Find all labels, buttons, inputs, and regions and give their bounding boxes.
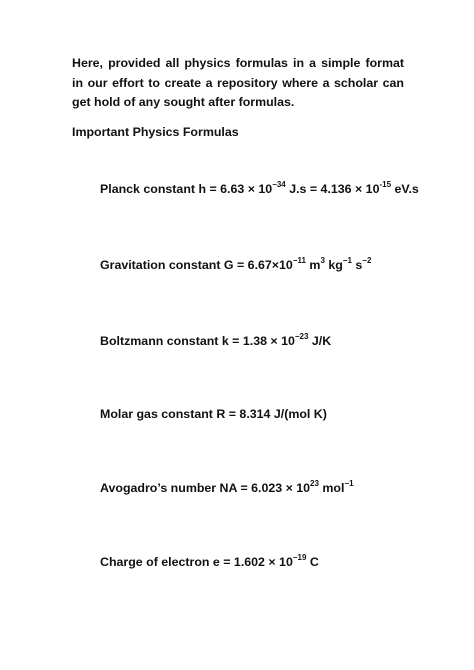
formula-text: Charge of electron e = 1.602 × 10: [100, 555, 293, 569]
formula-text: Molar gas constant R = 8.314 J/(mol K): [100, 407, 327, 421]
formula-exponent: −23: [294, 331, 309, 341]
formula-text: mol: [318, 481, 345, 495]
formula-text: s: [351, 258, 363, 272]
intro-paragraph: Here, provided all physics formulas in a simple format in our effort to create a repository where a scholar can get hold of any sought after formulas.: [72, 56, 404, 109]
formula-exponent: −11: [292, 255, 306, 265]
formula-electron-charge: [100, 554, 319, 570]
formula-exponent: 3: [320, 255, 325, 265]
formula-exponent: −34: [272, 179, 286, 189]
section-heading: Important Physics Formulas: [72, 125, 239, 139]
formula-planck-constant: [100, 181, 419, 197]
formula-text: Boltzmann constant k = 1.38 × 10: [100, 334, 295, 348]
formula-text: J/K: [308, 334, 332, 348]
formula-text: m: [305, 258, 321, 272]
formula-exponent: -15: [379, 179, 392, 189]
formula-exponent: −2: [362, 255, 372, 265]
formula-exponent: −19: [292, 552, 307, 562]
formula-exponent: 23: [310, 478, 319, 488]
formula-text: eV.s: [391, 182, 419, 196]
formula-gravitation-constant: [100, 257, 371, 273]
formula-text: Avogadro’s number NA = 6.023 × 10: [100, 481, 311, 495]
formula-exponent: −1: [342, 255, 352, 265]
formula-molar-gas-constant: [100, 406, 327, 422]
formula-text: Gravitation constant G = 6.67×10: [100, 258, 293, 272]
formula-text: J.s = 4.136 × 10: [285, 182, 380, 196]
formula-text: C: [306, 555, 319, 569]
formula-text: kg: [324, 258, 343, 272]
formula-boltzmann-constant: [100, 333, 331, 349]
formula-avogadro-number: [100, 480, 354, 496]
formula-text: Planck constant h = 6.63 × 10: [100, 182, 273, 196]
formula-exponent: −1: [344, 478, 354, 488]
